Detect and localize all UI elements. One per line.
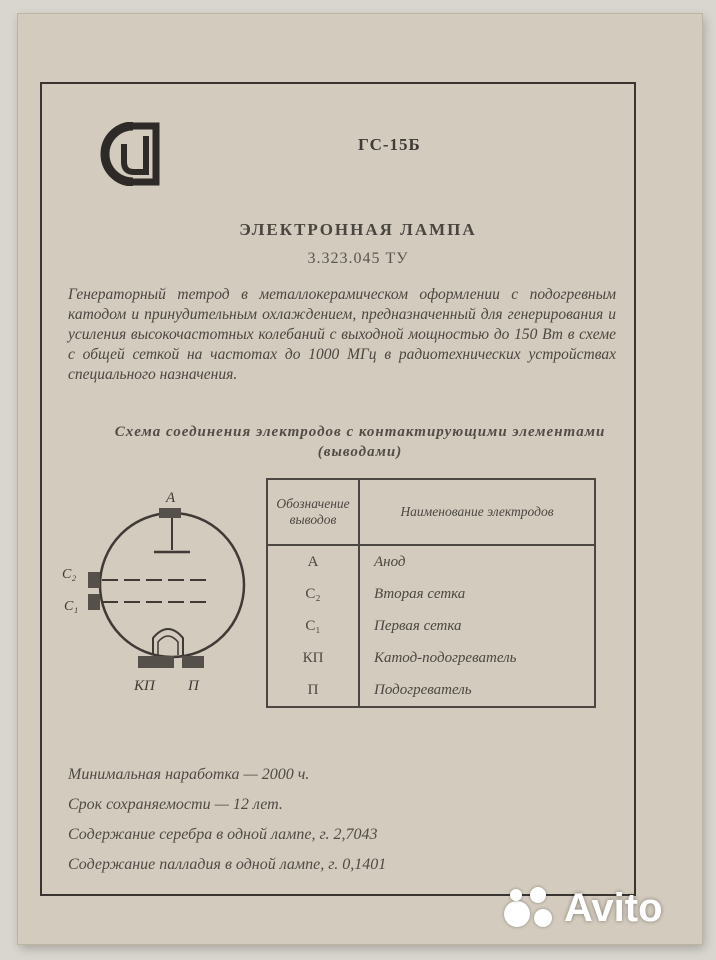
min-operating-time: Минимальная наработка — 2000 ч.: [68, 766, 310, 783]
electrode-diagram: [58, 480, 248, 705]
manufacturer-logo: [100, 122, 166, 186]
palladium-content: Содержание палладия в одной лампе, г. 0,1401: [68, 856, 387, 873]
table-row: [267, 642, 595, 674]
row-name: Вторая сетка: [374, 585, 466, 602]
spec-number: 3.323.045 ТУ: [307, 250, 409, 267]
row-name: Первая сетка: [374, 617, 462, 634]
row-code: С₁: [267, 610, 359, 642]
header-electrode-name: Наименование электродов: [359, 479, 595, 545]
header-designation: Обозначение выводов: [267, 479, 359, 545]
anode-label: А: [166, 490, 176, 506]
tube-code: ГС-15Б: [358, 135, 421, 154]
scheme-title: Схема соединения электродов с контактирующими элементами (выводами): [114, 424, 606, 460]
shelf-life: Срок сохраняемости — 12 лет.: [68, 796, 283, 813]
heater-label: П: [188, 678, 199, 694]
document-title: ЭЛЕКТРОННАЯ ЛАМПА: [239, 220, 477, 239]
row-name: Подогреватель: [374, 681, 472, 698]
avito-watermark: [502, 883, 702, 933]
description-paragraph: Генераторный тетрод в металлокерамическом оформлении с подогревным катодом и принудительным охлаждением, предназначенный для генерирования и усиления высокочастотных колебаний с выходной мощностью до 150 Вт в схеме с общей сеткой на частотах до 1000 МГц в радиотехнических устройствах специального назначения.: [68, 286, 616, 383]
table-row: [267, 610, 595, 642]
row-name: Анод: [374, 553, 406, 570]
silver-content: Содержание серебра в одной лампе, г. 2,7043: [68, 826, 378, 843]
grid2-label: С₂: [62, 567, 77, 582]
row-name: Катод-подогреватель: [374, 649, 517, 666]
row-code: А: [267, 545, 359, 578]
table-row: [267, 545, 595, 578]
cathode-heater-label: КП: [134, 678, 155, 694]
table-row: [267, 674, 595, 707]
grid1-label: С₁: [64, 599, 79, 614]
row-code: С₂: [267, 578, 359, 610]
table-row: [267, 578, 595, 610]
facts-list: [68, 760, 628, 880]
table-header-row: [267, 479, 595, 545]
avito-logo-icon: [502, 885, 560, 931]
row-code: П: [267, 674, 359, 707]
electrode-table: [266, 478, 596, 708]
row-code: КП: [267, 642, 359, 674]
avito-wordmark: Avito: [564, 885, 663, 930]
